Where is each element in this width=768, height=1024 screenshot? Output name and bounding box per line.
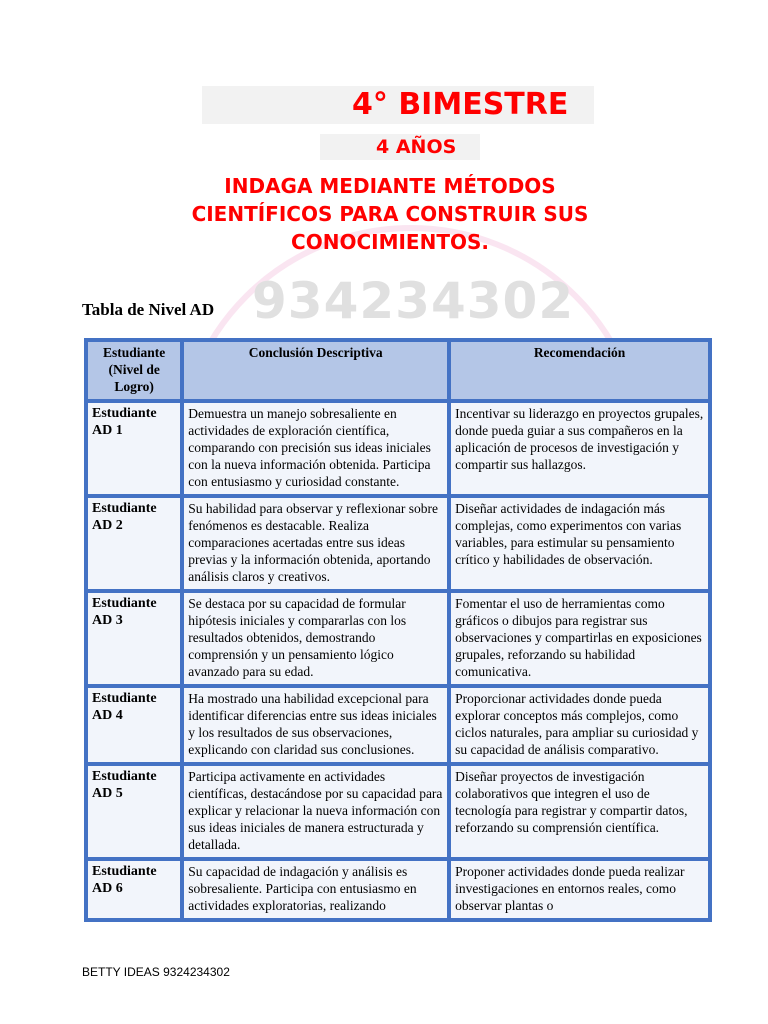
competency-line-2: CIENTÍFICOS PARA CONSTRUIR SUS — [191, 202, 589, 226]
page-footer: BETTY IDEAS 9324234302 — [82, 965, 230, 979]
table-header-row — [88, 342, 708, 399]
student-name: Estudiante AD 2 — [88, 498, 180, 589]
conclusion-cell: Se destaca por su capacidad de formular hipótesis iniciales y compararlas con los resultados obtenidos, demostrando comprensión y un pensamiento lógico avanzado para su edad. — [184, 593, 447, 684]
header-recommendation: Recomendación — [451, 342, 708, 399]
conclusion-cell: Participa activamente en actividades científicas, destacándose por su capacidad para explicar y relacionar la nueva información con sus ideas iniciales de manera estructurada y detallada. — [184, 766, 447, 857]
table-row — [88, 593, 708, 684]
recommendation-cell: Diseñar proyectos de investigación colaborativos que integren el uso de tecnología para registrar y compartir datos, reforzando su comprensión científica. — [451, 766, 708, 857]
page-title: 4° BIMESTRE — [202, 86, 594, 124]
competency-line-1: INDAGA MEDIANTE MÉTODOS — [224, 174, 556, 198]
achievement-table — [84, 338, 712, 922]
table-row — [88, 403, 708, 494]
competency-line-3: CONOCIMIENTOS. — [291, 230, 489, 254]
table-row — [88, 498, 708, 589]
recommendation-cell: Fomentar el uso de herramientas como gráficos o dibujos para registrar sus observaciones y compartirlas en exposiciones grupales, reforzando su habilidad comunicativa. — [451, 593, 708, 684]
recommendation-cell: Proponer actividades donde pueda realizar investigaciones en entornos reales, como observar plantas o — [451, 861, 708, 918]
competency-heading — [140, 172, 640, 256]
header-student: Estudiante (Nivel de Logro) — [88, 342, 180, 399]
header-conclusion: Conclusión Descriptiva — [184, 342, 447, 399]
table-row — [88, 688, 708, 762]
age-subtitle: 4 AÑOS — [320, 134, 480, 160]
recommendation-cell: Incentivar su liderazgo en proyectos grupales, donde pueda guiar a sus compañeros en la aplicación de procesos de investigación y compartir sus hallazgos. — [451, 403, 708, 494]
conclusion-cell: Demuestra un manejo sobresaliente en actividades de exploración científica, comparando con precisión sus ideas iniciales con la nueva información obtenida. Participa con entusiasmo y curiosidad constante. — [184, 403, 447, 494]
conclusion-cell: Ha mostrado una habilidad excepcional para identificar diferencias entre sus ideas iniciales y los resultados de sus observaciones, explicando con claridad sus conclusiones. — [184, 688, 447, 762]
table-caption: Tabla de Nivel AD — [82, 300, 215, 319]
student-name: Estudiante AD 5 — [88, 766, 180, 857]
table-row — [88, 861, 708, 918]
conclusion-cell: Su habilidad para observar y reflexionar sobre fenómenos es destacable. Realiza comparaciones acertadas entre sus ideas previas y la información obtenida, aportando análisis claros y creativos. — [184, 498, 447, 589]
phone-watermark: 934234302 — [252, 272, 575, 330]
conclusion-cell: Su capacidad de indagación y análisis es sobresaliente. Participa con entusiasmo en actividades exploratorias, realizando — [184, 861, 447, 918]
student-name: Estudiante AD 4 — [88, 688, 180, 762]
table-row — [88, 766, 708, 857]
table-container — [84, 338, 714, 936]
student-name: Estudiante AD 3 — [88, 593, 180, 684]
student-name: Estudiante AD 1 — [88, 403, 180, 494]
recommendation-cell: Proporcionar actividades donde pueda explorar conceptos más complejos, como ciclos naturales, para ampliar su curiosidad y su capacidad de análisis comparativo. — [451, 688, 708, 762]
recommendation-cell: Diseñar actividades de indagación más complejas, como experimentos con varias variables, para estimular su pensamiento crítico y habilidades de observación. — [451, 498, 708, 589]
student-name: Estudiante AD 6 — [88, 861, 180, 918]
